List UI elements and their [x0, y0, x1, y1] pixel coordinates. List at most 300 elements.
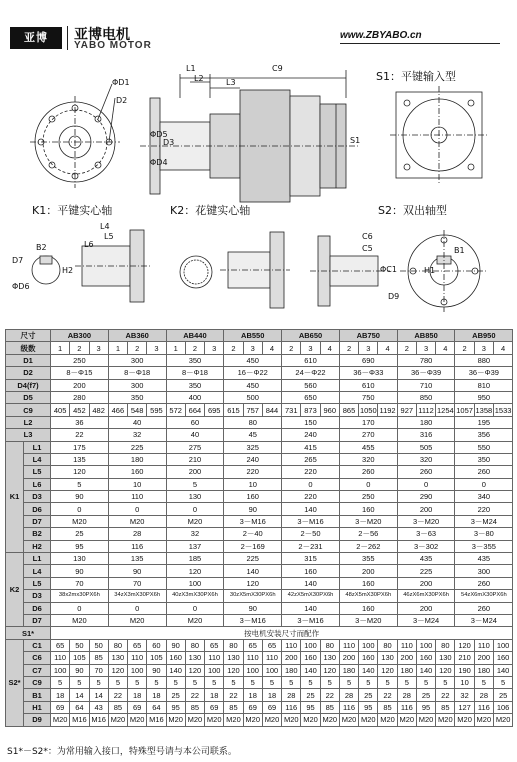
- table-cell: 550: [455, 441, 513, 453]
- k2-title: K2：花键实心轴: [170, 204, 251, 217]
- table-cell: 127: [455, 701, 474, 713]
- table-cell: 170: [339, 416, 397, 428]
- table-cell: 28: [282, 689, 301, 701]
- dim-L1: L1: [186, 64, 196, 73]
- dim-D1: ΦD1: [112, 78, 130, 87]
- table-cell: M20: [301, 714, 320, 726]
- table-cell: 137: [166, 540, 224, 552]
- table-cell: 5: [205, 676, 224, 688]
- table-cell: 5: [89, 676, 108, 688]
- row-label: D4(f7): [6, 379, 51, 391]
- row-label: L4: [24, 453, 51, 465]
- table-cell: 80: [224, 639, 243, 651]
- table-cell: 225: [397, 565, 455, 577]
- model-header: AB360: [108, 330, 166, 342]
- table-cell: M20: [128, 714, 147, 726]
- table-cell: 452: [70, 404, 89, 416]
- table-cell: 105: [70, 652, 89, 664]
- table-cell: 32: [455, 689, 474, 701]
- flange-front-view: [30, 84, 120, 188]
- s1-flange-view: [390, 86, 488, 184]
- table-cell: 1057: [456, 405, 473, 415]
- row-label: D2: [6, 367, 51, 379]
- table-cell: 69: [262, 701, 281, 713]
- table-cell: 200: [51, 379, 109, 391]
- table-cell: 22: [378, 689, 397, 701]
- table-cell: 455: [339, 441, 397, 453]
- table-cell: 3－355: [455, 540, 513, 552]
- table-cell: 95: [416, 701, 435, 713]
- table-cell: 110: [282, 639, 301, 651]
- table-cell: 0: [108, 503, 166, 515]
- table-cell: 106: [493, 701, 512, 713]
- table-cell: 750: [339, 391, 397, 403]
- table-cell: 220: [282, 491, 340, 503]
- row-label: 级数: [6, 342, 51, 354]
- table-cell: 731: [282, 404, 301, 416]
- table-row: [6, 354, 513, 366]
- table-cell: 10: [108, 478, 166, 490]
- table-cell: 664: [185, 404, 204, 416]
- table-cell: 64: [70, 701, 89, 713]
- table-cell: 70: [89, 664, 108, 676]
- table-cell: 3－M20: [339, 515, 397, 527]
- footnote: S1*－S2*：为常用输入接口，特殊型号请与本公司联系。: [7, 747, 237, 757]
- table-cell: 18: [51, 689, 70, 701]
- table-row: [6, 602, 513, 614]
- table-cell: 650: [282, 391, 340, 403]
- table-cell: 3－302: [397, 540, 455, 552]
- table-cell: M20: [436, 714, 455, 726]
- table-cell: 482: [89, 404, 108, 416]
- table-cell: M20: [474, 714, 493, 726]
- table-cell: M20: [455, 714, 474, 726]
- table-cell: 140: [282, 577, 340, 589]
- table-cell: 350: [455, 453, 513, 465]
- table-row: [6, 590, 513, 602]
- table-cell: 140: [416, 664, 435, 676]
- table-cell: 3－M20: [397, 515, 455, 527]
- table-cell: M20: [262, 714, 281, 726]
- row-label: C1: [24, 639, 51, 651]
- table-cell: 60: [147, 639, 166, 651]
- table-cell: M20: [185, 714, 204, 726]
- table-cell: 355: [339, 553, 397, 565]
- table-cell: 260: [455, 466, 513, 478]
- table-cell: 300: [455, 565, 513, 577]
- table-cell: 110: [205, 652, 224, 664]
- row-label: C6: [24, 652, 51, 664]
- row-label: C9: [6, 404, 51, 416]
- table-cell: 200: [282, 652, 301, 664]
- table-cell: M20: [166, 515, 224, 527]
- table-cell: 18: [262, 689, 281, 701]
- table-row: [6, 453, 513, 465]
- table-cell: 5: [301, 676, 320, 688]
- table-cell: 160: [301, 652, 320, 664]
- table-cell: 4: [436, 342, 455, 354]
- table-cell: 100: [205, 664, 224, 676]
- table-cell: 320: [397, 453, 455, 465]
- table-cell: 140: [166, 664, 185, 676]
- table-cell: 0: [51, 602, 109, 614]
- table-cell: M20: [378, 714, 397, 726]
- table-cell: 0: [397, 478, 455, 490]
- table-cell: 2: [185, 342, 204, 354]
- table-cell: 22: [224, 689, 243, 701]
- dim-C9: C9: [272, 64, 283, 73]
- table-cell: 110: [51, 652, 70, 664]
- table-cell: 4: [262, 342, 281, 354]
- table-cell: 140: [282, 602, 340, 614]
- table-cell: 1: [166, 342, 185, 354]
- table-cell: 5: [166, 478, 224, 490]
- table-cell: 195: [455, 416, 513, 428]
- table-cell: 2－231: [282, 540, 340, 552]
- row-label: L3: [6, 429, 51, 441]
- table-cell: 25: [301, 689, 320, 701]
- row-label: D1: [6, 354, 51, 366]
- table-cell: 505: [397, 441, 455, 453]
- row-label: B2: [24, 528, 51, 540]
- dim-D2: D2: [116, 96, 128, 105]
- table-cell: 30zX5mX30PX6h: [224, 590, 282, 602]
- technical-drawings: [0, 60, 517, 325]
- table-cell: 690: [339, 354, 397, 366]
- table-cell: 40: [108, 416, 166, 428]
- table-cell: 200: [339, 565, 397, 577]
- table-cell: 5: [262, 676, 281, 688]
- row-label: L5: [24, 577, 51, 589]
- table-cell: 48zX5mX30PX6h: [339, 590, 397, 602]
- row-group-label: K1: [6, 441, 24, 553]
- table-cell: 350: [166, 379, 224, 391]
- table-cell: 450: [224, 379, 282, 391]
- table-cell: 200: [397, 577, 455, 589]
- dim-H1: H1: [424, 266, 436, 275]
- table-cell: 466: [108, 404, 127, 416]
- table-cell: 28: [474, 689, 493, 701]
- table-cell: 320: [339, 453, 397, 465]
- table-cell: 850: [397, 391, 455, 403]
- table-cell: 927: [397, 404, 416, 416]
- table-cell: 435: [397, 553, 455, 565]
- table-cell: 180: [108, 453, 166, 465]
- table-cell: 85: [89, 652, 108, 664]
- table-cell: 65: [128, 639, 147, 651]
- table-cell: 5: [51, 478, 109, 490]
- table-row: [6, 478, 513, 490]
- table-cell: 36－Φ39: [455, 367, 513, 379]
- table-cell: 65: [262, 639, 281, 651]
- table-cell: 180: [474, 664, 493, 676]
- table-cell: 80: [108, 639, 127, 651]
- row-label: D7: [24, 515, 51, 527]
- table-cell: 105: [147, 652, 166, 664]
- table-cell: 1192: [379, 405, 396, 415]
- table-cell: 3－M16: [282, 515, 340, 527]
- table-row: [6, 491, 513, 503]
- table-cell: 10: [455, 676, 474, 688]
- table-cell: 405: [51, 404, 70, 416]
- table-cell: 85: [378, 701, 397, 713]
- gearbox-side-view: [140, 70, 360, 202]
- table-cell: 5: [474, 676, 493, 688]
- table-cell: 3－M16: [224, 515, 282, 527]
- table-cell: 2: [455, 342, 474, 354]
- table-cell: 757: [243, 404, 262, 416]
- table-cell: 18: [128, 689, 147, 701]
- table-cell: M20: [282, 714, 301, 726]
- table-cell: 450: [224, 354, 282, 366]
- table-cell: 95: [301, 701, 320, 713]
- dim-C5: C5: [362, 244, 373, 253]
- model-header: AB750: [339, 330, 397, 342]
- table-cell: 3: [89, 342, 108, 354]
- table-cell: 80: [224, 416, 282, 428]
- table-cell: 3: [474, 342, 493, 354]
- table-cell: 120: [224, 664, 243, 676]
- table-cell: 120: [51, 466, 109, 478]
- table-cell: M20: [416, 714, 435, 726]
- row-label: L1: [24, 553, 51, 565]
- dim-C6: C6: [362, 232, 373, 241]
- table-cell: 80: [320, 639, 339, 651]
- table-cell: 130: [166, 491, 224, 503]
- table-cell: 69: [205, 701, 224, 713]
- table-cell: 16－Φ22: [224, 367, 282, 379]
- table-cell: 160: [339, 503, 397, 515]
- table-cell: 610: [339, 379, 397, 391]
- row-label: D3: [24, 590, 51, 602]
- table-cell: 90: [166, 639, 185, 651]
- table-row: [6, 577, 513, 589]
- table-cell: 5: [436, 676, 455, 688]
- table-cell: 43: [89, 701, 108, 713]
- table-cell: 350: [108, 391, 166, 403]
- table-cell: M20: [166, 714, 185, 726]
- row-label: S1*: [6, 627, 51, 639]
- table-cell: 8－Φ15: [51, 367, 109, 379]
- table-cell: 325: [224, 441, 282, 453]
- table-cell: 160: [282, 565, 340, 577]
- table-cell: 2－169: [224, 540, 282, 552]
- table-cell: 160: [359, 652, 378, 664]
- table-cell: 120: [224, 577, 282, 589]
- s2-title: S2：双出轴型: [378, 204, 447, 217]
- drawings-svg: [0, 60, 517, 325]
- k1-title: K1：平键实心轴: [32, 204, 113, 217]
- model-header: AB850: [397, 330, 455, 342]
- table-cell: M20: [51, 714, 70, 726]
- row-label: C7: [24, 664, 51, 676]
- table-cell: 290: [397, 491, 455, 503]
- row-label: L6: [24, 478, 51, 490]
- table-cell: 22: [51, 429, 109, 441]
- table-cell: 200: [397, 503, 455, 515]
- table-cell: 4: [493, 342, 512, 354]
- dim-B1: B1: [454, 246, 465, 255]
- model-header: AB550: [224, 330, 282, 342]
- table-cell: 500: [224, 391, 282, 403]
- row-label: D5: [6, 391, 51, 403]
- table-cell: 100: [262, 664, 281, 676]
- table-cell: 100: [359, 639, 378, 651]
- dim-S1: S1: [350, 136, 361, 145]
- table-cell: 65: [51, 639, 70, 651]
- table-cell: 5: [397, 676, 416, 688]
- table-cell: 200: [166, 466, 224, 478]
- table-cell: 120: [455, 639, 474, 651]
- table-cell: 250: [339, 491, 397, 503]
- table-cell: 3－M16: [282, 614, 340, 626]
- dim-B2: B2: [36, 243, 47, 252]
- table-cell: 1358: [475, 405, 493, 415]
- table-cell: 80: [378, 639, 397, 651]
- dim-L2: L2: [194, 74, 204, 83]
- table-cell: 5: [108, 676, 127, 688]
- table-cell: M20: [51, 515, 109, 527]
- dim-L4: L4: [100, 222, 110, 231]
- table-cell: 200: [339, 652, 358, 664]
- table-row: [6, 503, 513, 515]
- table-cell: 100: [166, 577, 224, 589]
- table-cell: 160: [166, 652, 185, 664]
- table-cell: 300: [108, 354, 166, 366]
- table-cell: 572: [166, 404, 185, 416]
- table-row: [6, 614, 513, 626]
- table-cell: 8－Φ18: [166, 367, 224, 379]
- dim-D9: D9: [388, 292, 400, 301]
- table-row: [6, 714, 513, 726]
- table-cell: 5: [185, 676, 204, 688]
- table-cell: 260: [397, 466, 455, 478]
- table-cell: 4: [378, 342, 397, 354]
- table-row: [6, 540, 513, 552]
- table-cell: 90: [147, 664, 166, 676]
- table-cell: 3－M20: [339, 614, 397, 626]
- brand-name-en: YABO MOTOR: [74, 40, 152, 51]
- table-cell: 116: [397, 701, 416, 713]
- table-cell: 50: [89, 639, 108, 651]
- table-cell: 260: [455, 577, 513, 589]
- table-cell: 2－40: [224, 528, 282, 540]
- table-row: [6, 553, 513, 565]
- table-cell: 865: [339, 404, 358, 416]
- dim-L5: L5: [104, 232, 114, 241]
- table-cell: 5: [51, 676, 70, 688]
- row-label: D6: [24, 503, 51, 515]
- table-cell: 18: [243, 689, 262, 701]
- table-cell: 85: [436, 701, 455, 713]
- table-cell: 28: [108, 528, 166, 540]
- table-cell: 175: [51, 441, 109, 453]
- table-cell: 25: [51, 528, 109, 540]
- table-cell: 3－M24: [455, 515, 513, 527]
- brand-name-cn: 亚博电机: [74, 27, 130, 43]
- table-cell: 110: [243, 652, 262, 664]
- table-row: [6, 466, 513, 478]
- table-cell: 135: [108, 553, 166, 565]
- table-cell: 130: [320, 652, 339, 664]
- table-cell: 0: [51, 503, 109, 515]
- dim-D4: ΦD4: [150, 158, 168, 167]
- table-cell: 950: [455, 391, 513, 403]
- table-cell: 90: [51, 491, 109, 503]
- table-cell: 95: [359, 701, 378, 713]
- table-cell: 22: [320, 689, 339, 701]
- table-cell: M20: [397, 714, 416, 726]
- table-cell: 0: [166, 602, 224, 614]
- table-cell: 18: [205, 689, 224, 701]
- table-cell: M20: [205, 714, 224, 726]
- table-cell: 90: [70, 664, 89, 676]
- table-cell: 780: [397, 354, 455, 366]
- table-cell: 130: [51, 553, 109, 565]
- table-cell: 140: [301, 664, 320, 676]
- table-cell: 14: [89, 689, 108, 701]
- table-cell: 0: [339, 478, 397, 490]
- table-cell: 5: [359, 676, 378, 688]
- table-cell: 116: [339, 701, 358, 713]
- table-cell: 280: [51, 391, 109, 403]
- table-cell: 180: [339, 664, 358, 676]
- table-cell: M20: [51, 614, 109, 626]
- dim-D7: D7: [12, 256, 24, 265]
- table-cell: 2－56: [339, 528, 397, 540]
- table-cell: 按电机安装尺寸而配作: [51, 627, 513, 639]
- table-cell: 1254: [436, 405, 454, 415]
- table-cell: 120: [320, 664, 339, 676]
- table-cell: 28: [397, 689, 416, 701]
- table-cell: 260: [455, 602, 513, 614]
- table-cell: 615: [224, 404, 243, 416]
- table-cell: 25: [166, 689, 185, 701]
- table-cell: 22: [108, 689, 127, 701]
- dim-D6: ΦD6: [12, 282, 30, 291]
- table-cell: 116: [282, 701, 301, 713]
- table-cell: 110: [397, 639, 416, 651]
- table-cell: 2－50: [282, 528, 340, 540]
- table-cell: 130: [224, 652, 243, 664]
- row-label: C9: [24, 676, 51, 688]
- table-cell: 100: [128, 664, 147, 676]
- table-cell: 548: [128, 404, 147, 416]
- table-cell: 0: [282, 478, 340, 490]
- table-cell: 110: [128, 652, 147, 664]
- table-cell: 85: [320, 701, 339, 713]
- table-cell: 3－M24: [397, 614, 455, 626]
- table-cell: 0: [455, 478, 513, 490]
- table-cell: 25: [416, 689, 435, 701]
- table-cell: 116: [474, 701, 493, 713]
- table-cell: 316: [397, 429, 455, 441]
- table-cell: 0: [166, 503, 224, 515]
- model-header: AB650: [282, 330, 340, 342]
- table-cell: 356: [455, 429, 513, 441]
- table-cell: 3: [301, 342, 320, 354]
- table-cell: 210: [455, 652, 474, 664]
- table-cell: 415: [282, 441, 340, 453]
- table-row: [6, 701, 513, 713]
- table-cell: 70: [108, 577, 166, 589]
- brand-divider: [67, 26, 68, 50]
- row-label: D3: [24, 491, 51, 503]
- table-cell: 100: [243, 664, 262, 676]
- table-cell: M20: [224, 714, 243, 726]
- table-row: [6, 342, 513, 354]
- table-cell: 250: [51, 354, 109, 366]
